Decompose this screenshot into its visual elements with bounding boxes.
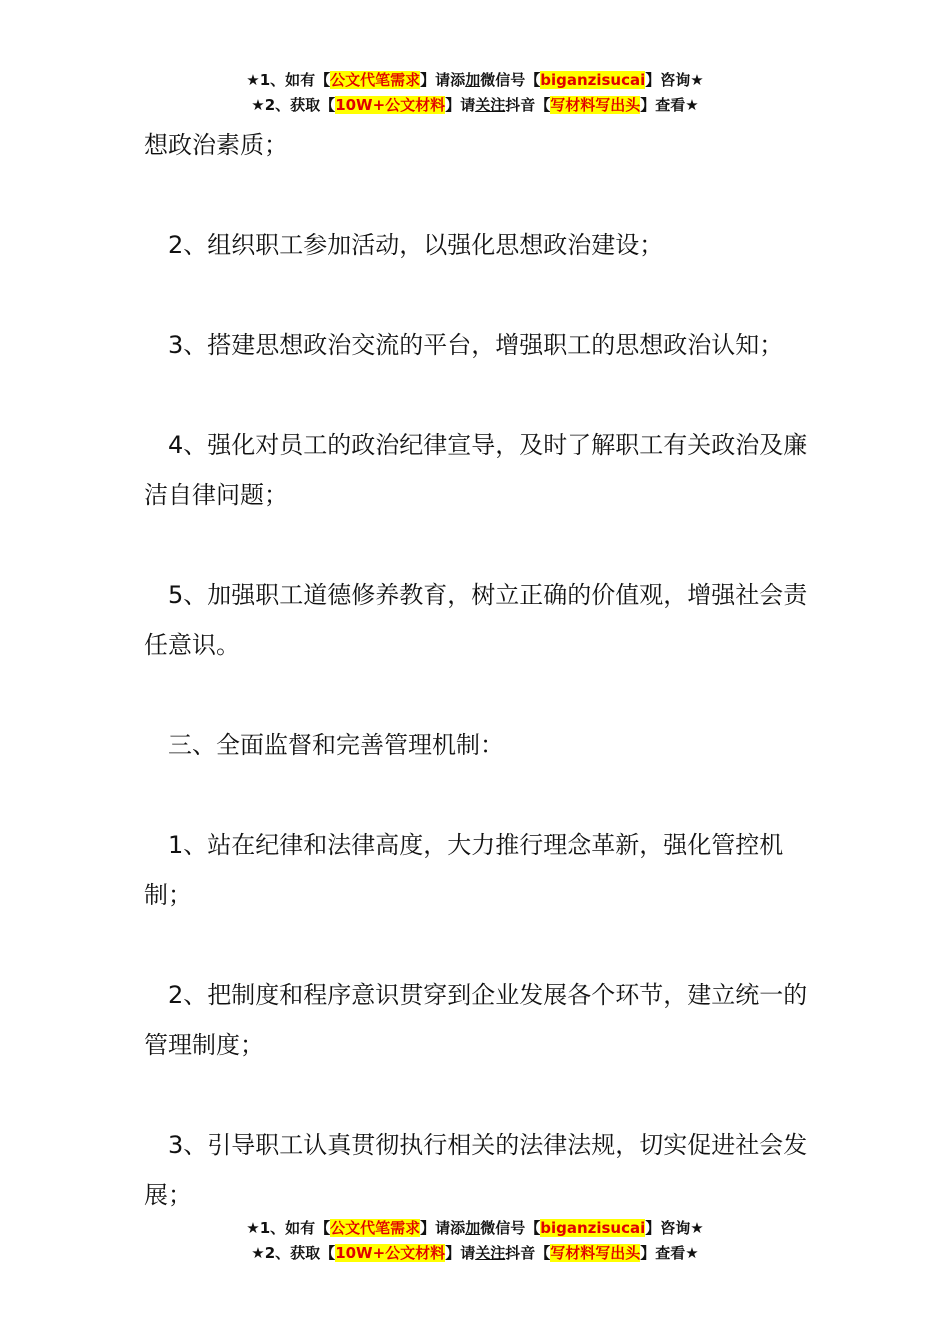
banner-line-2 xyxy=(0,93,950,118)
banner-underlined-text: 关注 xyxy=(475,1244,506,1262)
banner-underlined-text: 关注 xyxy=(475,96,506,114)
list-item: 1、站在纪律和法律高度，大力推行理念革新，强化管控机制； xyxy=(144,831,784,909)
banner-text: 】咨询★ xyxy=(645,1219,704,1237)
banner-text: 】请 xyxy=(445,96,476,114)
banner-text: 】请 xyxy=(445,1244,476,1262)
list-item: 2、组织职工参加活动，以强化思想政治建设； xyxy=(168,231,664,259)
banner-text: 】咨询★ xyxy=(645,71,704,89)
banner-text: ★1、如有【 xyxy=(246,71,331,89)
banner-underlined-text: 加 xyxy=(465,1219,481,1237)
highlight-douyin-account: 写材料写出头 xyxy=(550,96,641,114)
banner-text: ★1、如有【 xyxy=(246,1219,331,1237)
header-banner xyxy=(0,68,950,118)
banner-text: 微信号【 xyxy=(480,71,541,89)
paragraph-continuation: 想政治素质； xyxy=(144,131,288,159)
highlight-service: 公文代笔需求 xyxy=(330,71,421,89)
footer-banner xyxy=(0,1216,950,1266)
highlight-wechat-id: biganzisucai xyxy=(540,1219,646,1237)
banner-line-2 xyxy=(0,1241,950,1266)
list-item: 3、引导职工认真贯彻执行相关的法律法规，切实促进社会发展； xyxy=(144,1131,808,1209)
list-item: 3、搭建思想政治交流的平台，增强职工的思想政治认知； xyxy=(168,331,784,359)
banner-text: 】请添 xyxy=(420,71,466,89)
banner-underlined-text: 加 xyxy=(465,71,481,89)
banner-text: ★2、获取【 xyxy=(251,96,336,114)
banner-text: 】查看★ xyxy=(640,96,699,114)
banner-text: 抖音【 xyxy=(505,96,551,114)
highlight-douyin-account: 写材料写出头 xyxy=(550,1244,641,1262)
banner-text: 】请添 xyxy=(420,1219,466,1237)
banner-text: 】查看★ xyxy=(640,1244,699,1262)
highlight-wechat-id: biganzisucai xyxy=(540,71,646,89)
section-heading: 三、全面监督和完善管理机制： xyxy=(168,731,504,759)
highlight-materials: 10W+公文材料 xyxy=(335,1244,446,1262)
list-item: 4、强化对员工的政治纪律宣导，及时了解职工有关政治及廉洁自律问题； xyxy=(144,431,808,509)
banner-line-1 xyxy=(0,1216,950,1241)
highlight-service: 公文代笔需求 xyxy=(330,1219,421,1237)
list-item: 2、把制度和程序意识贯穿到企业发展各个环节，建立统一的管理制度； xyxy=(144,981,808,1059)
banner-text: 微信号【 xyxy=(480,1219,541,1237)
document-body xyxy=(144,120,814,1220)
banner-line-1 xyxy=(0,68,950,93)
list-item: 5、加强职工道德修养教育，树立正确的价值观，增强社会责任意识。 xyxy=(144,581,808,659)
highlight-materials: 10W+公文材料 xyxy=(335,96,446,114)
banner-text: 抖音【 xyxy=(505,1244,551,1262)
banner-text: ★2、获取【 xyxy=(251,1244,336,1262)
